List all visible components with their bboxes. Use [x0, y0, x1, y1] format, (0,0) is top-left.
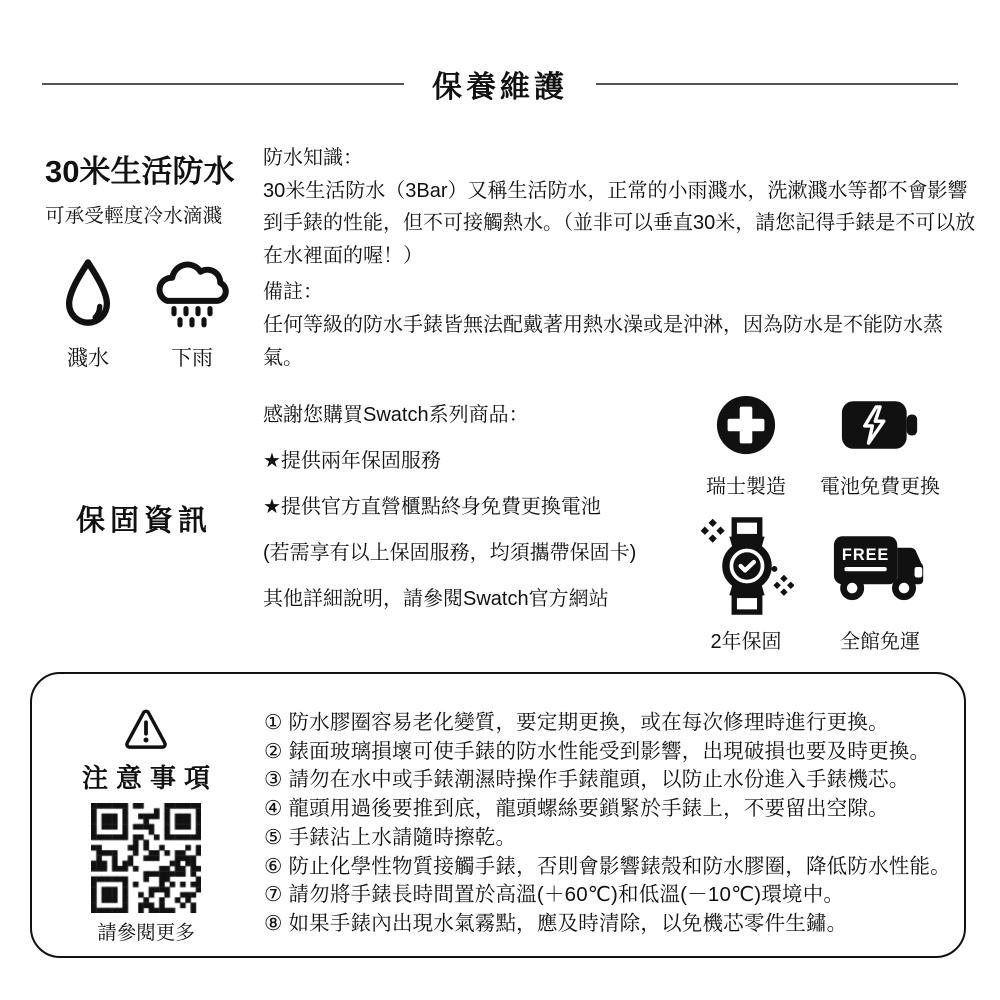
warning-triangle-icon: [123, 708, 169, 750]
badge-label: 瑞士製造: [706, 476, 786, 498]
notice-item: ④ 龍頭用過後要推到底，龍頭螺絲要鎖緊於手錶上，不要留出空隙。: [264, 797, 889, 821]
water-icons-row: [45, 254, 265, 372]
note-title: 備註：: [263, 281, 323, 304]
notice-box: [30, 672, 966, 958]
badge-label: 全館免運: [840, 631, 920, 653]
notice-heading: 注意事項: [81, 763, 218, 793]
notice-item: ② 錶面玻璃損壞可使手錶的防水性能受到影響，出現破損也要及時更換。: [264, 739, 931, 763]
badge-swiss-made: [690, 390, 802, 499]
warranty-line: ★提供官方直營櫃點終身免費更換電池: [263, 496, 601, 518]
notice-item: ① 防水膠圈容易老化變質，要定期更換，或在每次修理時進行更換。: [264, 711, 889, 734]
truck-free-text: FREE: [841, 546, 890, 565]
warranty-line: 其他詳細說明，請參閱Swatch官方網站: [263, 588, 609, 610]
water-resistance-subheading: 可承受輕度冷水滴濺: [45, 205, 223, 227]
badge-label: 電池免費更換: [820, 476, 940, 498]
water-resistance-panel: [45, 146, 265, 372]
note-body: 任何等級的防水手錶皆無法配戴著用熱水澡或是沖淋，因為防水是不能防水蒸氣。: [263, 313, 943, 369]
badge-two-year-warranty: [690, 517, 802, 654]
free-truck-icon: [832, 517, 928, 615]
knowledge-body: 30米生活防水（3Bar）又稱生活防水，正常的小雨濺水，洗漱濺水等都不會影響到手錶的性能，但不可接觸熱水。（並非可以垂直30米，請您記得手錶是不可以放在水裡面的喔！）: [263, 179, 976, 267]
title-divider-left: [42, 83, 404, 85]
splash-icon-label: 濺水: [67, 347, 109, 370]
sparkle-top-left: [701, 519, 725, 543]
watch-icon: [698, 517, 794, 615]
rain-cloud-icon: [149, 254, 235, 330]
qr-code: [91, 803, 201, 913]
qr-caption: 請參閱更多: [97, 922, 195, 944]
badge-free-shipping: [804, 517, 956, 654]
notice-left-column: [62, 708, 230, 945]
warranty-line: (若需享有以上保固服務，均須攜帶保固卡): [263, 542, 637, 564]
notice-item: ⑥ 防止化學性物質接觸手錶，否則會影響錶殼和防水膠圈，降低防水性能。: [264, 854, 951, 878]
badge-battery: [804, 390, 956, 499]
page-title: 保養維護: [432, 71, 568, 104]
warranty-text: [263, 404, 713, 634]
notice-item: ③ 請勿在水中或手錶潮濕時操作手錶龍頭，以防止水份進入手錶機芯。: [264, 768, 910, 792]
battery-icon: [840, 390, 920, 460]
rain-icon-label: 下雨: [171, 347, 213, 370]
section-title-row: [42, 62, 958, 106]
notice-item: ⑧ 如果手錶內出現水氣霧點，應及時清除，以免機芯零件生鏽。: [264, 911, 848, 935]
sparkle-bottom-right: [773, 575, 794, 596]
warranty-line: ★提供兩年保固服務: [263, 450, 441, 472]
warranty-line: 感謝您購買Swatch系列商品：: [263, 404, 529, 426]
warranty-heading: 保固資訊: [76, 505, 213, 537]
rain-icon-cell: [149, 254, 235, 372]
notice-item: ⑦ 請勿將手錶長時間置於高溫(＋60℃)和低溫(－10℃)環境中。: [264, 883, 845, 907]
title-divider-right: [596, 83, 958, 85]
water-knowledge-text: [263, 142, 977, 374]
water-resistance-heading: 30米生活防水: [45, 154, 235, 189]
badge-label: 2年保固: [710, 631, 782, 653]
water-drop-icon: [61, 254, 115, 330]
splash-icon-cell: [61, 254, 115, 372]
knowledge-title: 防水知識：: [263, 147, 363, 169]
notice-item: ⑤ 手錶沾上水請隨時擦乾。: [264, 825, 517, 849]
warranty-badges: [690, 390, 956, 654]
notice-list: [264, 709, 964, 939]
swiss-cross-icon: [715, 390, 777, 460]
